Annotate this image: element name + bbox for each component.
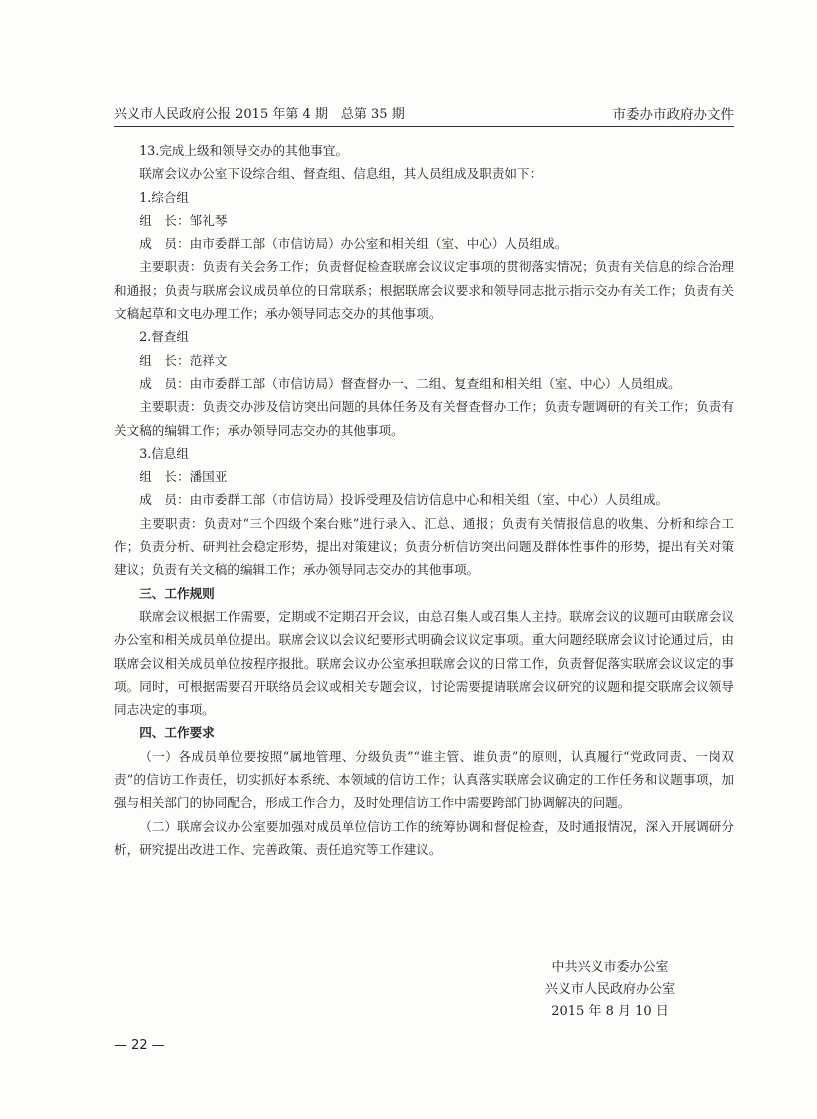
page-number: — 22 — <box>114 1038 165 1053</box>
group-leader-information: 组 长：潘国亚 <box>139 469 228 485</box>
group-heading-information: 3.信息组 <box>139 445 189 461</box>
group-members-general: 成 员：由市委群工部（市信访局）办公室和相关组（室、中心）人员组成。 <box>139 236 568 252</box>
rules-paragraph: 联席会议根据工作需要，定期或不定期召开会议，由总召集人或召集人主持。联席会议的议题可由联席会议办公室和相关成员单位提出。联席会议以会议纪要形式明确会议议定事项。重大问题经联席会议讨论通过后，由联席会议相关成员单位按程序报批。联席会议办公室承担联席会议的日常工作，负责督促落实联席会议议定的事项。同时，可根据需要召开联络员会议或相关专题会议，讨论需要提请联席会议研究的议题和提交联席会议领导同志决定的事项。 <box>114 608 734 718</box>
gazette-title: 兴义市人民政府公报 2015 年第 4 期 总第 35 期 <box>114 107 405 122</box>
office-groups-intro: 联席会议办公室下设综合组、督查组、信息组，其人员组成及职责如下： <box>139 166 543 182</box>
signature-org-government: 兴义市人民政府办公室 <box>544 982 675 997</box>
document-category: 市委办市政府办文件 <box>612 107 734 123</box>
signature-date: 2015 年 8 月 10 日 <box>551 1004 669 1019</box>
section-heading-requirements: 四、工作要求 <box>139 725 215 741</box>
signature-org-party: 中共兴义市委办公室 <box>551 960 669 975</box>
group-heading-supervision: 2.督查组 <box>139 329 189 345</box>
requirement-1: （一）各成员单位要按照“属地管理、分级负责”“谁主管、谁负责”的原则，认真履行“党政同责、一岗双责”的信访工作责任，切实抓好本系统、本领域的信访工作；认真落实联席会议确定的工作任务和议题事项，加强与相关部门的协同配合，形成工作合力，及时处理信访工作中需要跨部门协调解决的问题。 <box>114 748 734 811</box>
group-leader-supervision: 组 长：范祥文 <box>139 352 228 368</box>
item-13: 13.完成上级和领导交办的其他事宜。 <box>139 143 349 158</box>
section-heading-rules: 三、工作规则 <box>139 585 215 601</box>
group-heading-general: 1.综合组 <box>139 189 189 205</box>
group-duties-supervision: 主要职责：负责交办涉及信访突出问题的具体任务及有关督查督办工作；负责专题调研的有关工作；负责有关文稿的编辑工作；承办领导同志交办的其他事项。 <box>114 399 734 438</box>
group-duties-general: 主要职责：负责有关会务工作；负责督促检查联席会议议定事项的贯彻落实情况；负责有关信息的综合治理和通报；负责与联席会议成员单位的日常联系；根据联席会议要求和领导同志批示指示交办有关工作；负责有关文稿起草和文电办理工作；承办领导同志交办的其他事项。 <box>114 259 734 322</box>
running-header <box>114 100 734 127</box>
signature-block <box>520 957 700 1023</box>
group-leader-general: 组 长：邹礼琴 <box>139 212 228 228</box>
requirement-2: （二）联席会议办公室要加强对成员单位信访工作的统筹协调和督促检查，及时通报情况，深入开展调研分析，研究提出改进工作、完善政策、责任追究等工作建议。 <box>114 818 734 857</box>
document-body <box>114 139 734 861</box>
group-members-information: 成 员：由市委群工部（市信访局）投诉受理及信访信息中心和相关组（室、中心）人员组成。 <box>139 492 669 508</box>
group-members-supervision: 成 员：由市委群工部（市信访局）督查督办一、二组、复查组和相关组（室、中心）人员组成。 <box>139 375 681 391</box>
group-duties-information: 主要职责：负责对“三个四级个案台账”进行录入、汇总、通报；负责有关情报信息的收集、分析和综合工作；负责分析、研判社会稳定形势，提出对策建议；负责分析信访突出问题及群体性事件的形势，提出有关对策建议；负责有关文稿的编辑工作；承办领导同志交办的其他事项。 <box>114 515 734 578</box>
